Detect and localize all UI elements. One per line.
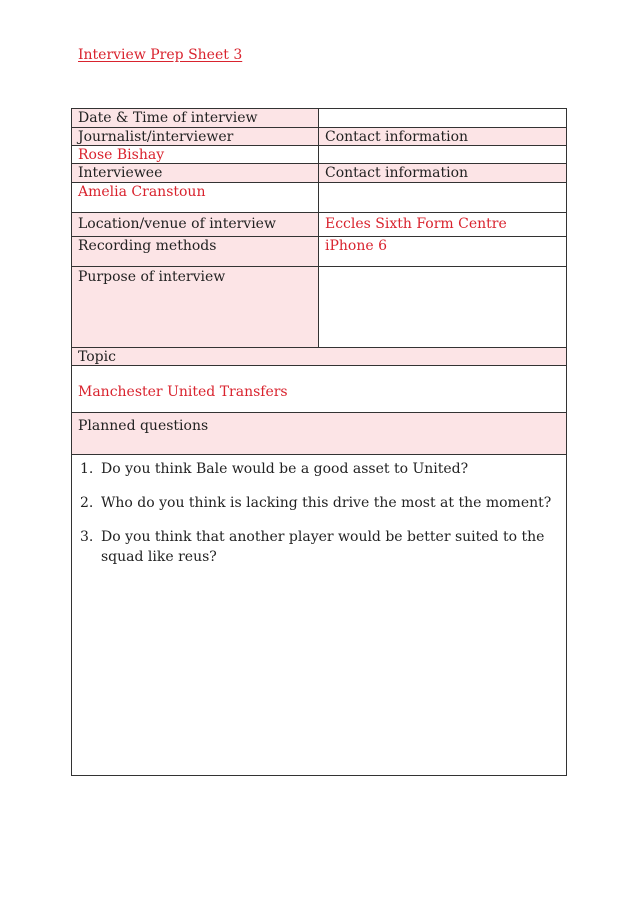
page-title: Interview Prep Sheet 3 [78, 47, 243, 63]
purpose-label: Purpose of interview [72, 267, 319, 347]
interviewee-name[interactable]: Amelia Cranstoun [72, 183, 319, 212]
row-date-time [72, 109, 566, 128]
topic-label: Topic [72, 348, 566, 365]
row-topic-value [72, 366, 566, 413]
question-number: 2. [80, 495, 94, 511]
journalist-label: Journalist/interviewer [72, 128, 319, 145]
row-journalist [72, 128, 566, 146]
journalist-contact-label: Contact information [319, 128, 566, 145]
row-interviewee [72, 164, 566, 183]
question-text: Who do you think is lacking this drive the most at the moment? [101, 495, 552, 511]
question-text: Do you think Bale would be a good asset to United? [101, 461, 469, 477]
planned-questions-label: Planned questions [72, 413, 566, 454]
row-topic-label [72, 348, 566, 366]
row-location [72, 213, 566, 237]
interviewee-contact-value[interactable] [319, 183, 566, 212]
interview-prep-table [71, 108, 567, 776]
journalist-name[interactable]: Rose Bishay [72, 146, 319, 163]
row-planned-questions [72, 413, 566, 455]
list-item [80, 459, 554, 479]
row-recording [72, 237, 566, 267]
list-item [80, 527, 554, 567]
row-interviewee-name [72, 183, 566, 213]
interviewee-label: Interviewee [72, 164, 319, 182]
location-value[interactable]: Eccles Sixth Form Centre [325, 216, 507, 232]
topic-value[interactable]: Manchester United Transfers [78, 384, 288, 400]
recording-value[interactable]: iPhone 6 [325, 238, 388, 254]
date-time-value[interactable] [319, 109, 566, 127]
recording-label: Recording methods [72, 237, 319, 266]
purpose-value[interactable] [319, 267, 566, 347]
question-number: 1. [80, 461, 94, 477]
row-purpose [72, 267, 566, 348]
question-number: 3. [80, 529, 94, 545]
date-time-label: Date & Time of interview [72, 109, 319, 127]
location-label: Location/venue of interview [72, 213, 319, 236]
questions-list[interactable] [72, 455, 566, 775]
interviewee-contact-label: Contact information [319, 164, 566, 182]
row-journalist-name [72, 146, 566, 164]
journalist-contact-value[interactable] [319, 146, 566, 163]
question-text: Do you think that another player would be better suited to the squad like reus? [101, 529, 545, 565]
list-item [80, 493, 554, 513]
